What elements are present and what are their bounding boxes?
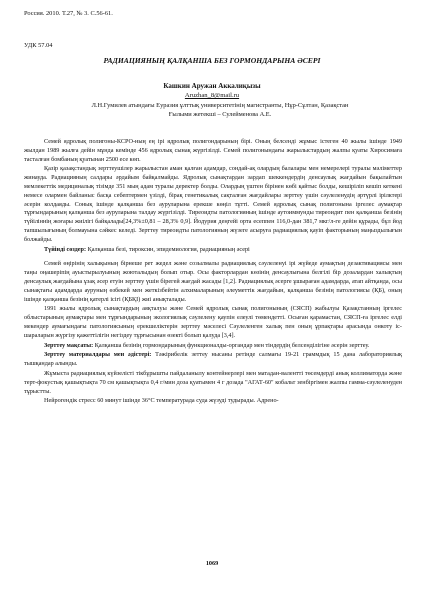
goal-line: [24, 342, 402, 351]
article-body: [24, 138, 402, 407]
page-number: 1069: [205, 560, 219, 567]
paragraph: Нейрогендік стресс 60 минут ішінде 36°С температурада суда жүзуді тудырады. Адрено-: [44, 397, 279, 405]
goal-text: Қалқанша безінің гормондарының функционалды-органдар мен тіндердің белсенділігіне әсерін зерттеу.: [94, 341, 370, 349]
materials-line: [24, 351, 402, 369]
supervisor-line: Ғылыми жетекші – Сулейменова А.Е.: [168, 111, 272, 119]
affiliation-block: [40, 101, 400, 120]
journal-reference: Россия. 2010. Т.27, № 3. С.56-61.: [24, 10, 113, 17]
affiliation-line: Л.Н.Гумилев атындағы Еуразия ұлттық университетінің магистранты, Нұр-Сұлтан, Қазақстан: [91, 102, 349, 109]
paragraph: Семей өңірінің халықының бірнеше рет жедел және созылмалы радиациялық сәулеленуі ірі жүйеде аумақтың дезактивациясы мен таңы оңашеріпің ауыстырылуының жоюталыдың болып отыр. Осы факторлардан көзінің денсаулығына белгілі бір дозалардан халықтың денсаулық жағдайына ұзақ әсер етуін зерттеу үшін бірегей жағдай жасады [1,2]. Радиациялық әсерге ұшыраған адамдарда, атап айтқанда, осы сынақтағы адамдарда ауруның өзбекей мен жеткізбейтін алхималарының әлеуметтік жағдайын, қалқанша безінің патологиясы (ҚБ), оның ішінде қалқанша безінің қатерлі ісігі (ҚБҚІ) жиі анықталады.: [24, 260, 402, 303]
author-name: Кашкин Аружан Аккалиқызы: [163, 82, 261, 90]
materials-text: Тәжірибелік зеттеу нысаны ретінде салмағы 19-21 граммдық 15 дана лабораториялық тышқандар алынды.: [24, 351, 403, 368]
paragraph: Жұмыста радиациялық күйзелісті тікбұрышты пайдаланылу контейнерлері мен матадан-валентті төсемдерді анық коллиматорда және терт-фокустық қашықтықта 70 см қашықтықта 0,4 г/мин доза қуатымен 4 г дозада "АГАТ-60" кобальт зенбіргімен жалпы гамма-сәулеленуден тұрыстты.: [24, 369, 402, 395]
article-title: РАДИАЦИЯНЫҢ ҚАЛҚАНША БЕЗ ГОРМОНДАРЫНА ӘСЕРІ: [103, 56, 321, 65]
paragraph: 1991 жылы ядролық сынақтардың аяқталуы және Семей ядролық сынақ полигонының (СЯСП) жабылуы Қазақстанның іргелес облыстарының аумақтары мен тұрғындарының экологиялық сәулелену қаупін елеулі төмендетті. Осыған қарамастан, СЯСП-ға іргелес елді мекендер аумағындағы патологиясының ерекшеліктерін зерттеу мәселесі Сәулеленген халық пен оның ұрпақтары арасында онкоту іс-шараларын жүргізу қажеттілігін негіздеу тұрғысынан өзекті болып қалуда [3,4].: [24, 305, 402, 339]
paragraph: Қазір қазақстандық зерттеушілер жарылыстан аман қалған адамдар, сондай-ақ олардың балалары мен немерелері туралы мәліметтер жинауда. Радиацияның салдары әрдайым байқалмайды. Ядролық сынақтардан зардап шеккендердің денсаулық жағдайын бақылайтын мемлекеттік медициналық тізімде 351 мың адам туралы деректер болды. Олардың үштен бірінен көбі қайтыс болды, кешіріліп кешіп кеткені немесе олармен байланыс басқа себептермен үзілді, бірақ генетикалық сақталған жағдайлары зерттеу үшін сәулеленудің әртүрлі ірілктері әсерін колдаяды. Сонық ішінде қалқанша без ауруларына ерекше көңіл тұтті. Семей ядролық сынақ полигонына іргелес аумақтар тұрғындарының қалқанша без ауруларына талдау жүргізілді. Тиреоидты патологияның ішінде аутоиммунды тиреоидит пен қалқанша безінің түйіліннің жоғары жиілігі байқалады[24,3%±0,81 – 28,3% 0,9]. Йодурия деңгейі орта есеппен 116,0-дан 381,7 мкг/л-ге дейін құрады, бұл йод тапшылығының болмауына сәйкес келеді. Зерттеу тиреоидты патологияның жүзеге асыруға радиациялық қауіп факторының маңыздылығын болжайды.: [24, 165, 402, 243]
keywords-text: Қалқанша безі, тироксин, эпидемиология, радиацияның әсері: [87, 245, 250, 253]
keywords-line: [24, 246, 402, 255]
author-email-link[interactable]: Aruzhan_8@mail.ru: [184, 92, 240, 99]
keywords-label: Түйінді сөздер:: [44, 245, 87, 253]
udk-code: УДК 57.04: [24, 42, 53, 49]
paragraph: Семей ядролық полигоны-КСРО-ның ең ірі ядролық полигондарының бірі. Оның белсенді жұмыс істеген 40 жылы ішінде 1949 жылдан 1989 жылға дейін мұнда кемінде 456 ядролық сынақ жүргізілді. Семей полигонындағы жарылыстардың жалпы қуаты Хиросимаға тасталған бомбаның қуатынан 2500 есе көп.: [24, 138, 402, 163]
materials-label: Зерттеу материалдары мен әдістері:: [44, 351, 152, 359]
goal-label: Зерттеу мақсаты:: [44, 341, 94, 349]
